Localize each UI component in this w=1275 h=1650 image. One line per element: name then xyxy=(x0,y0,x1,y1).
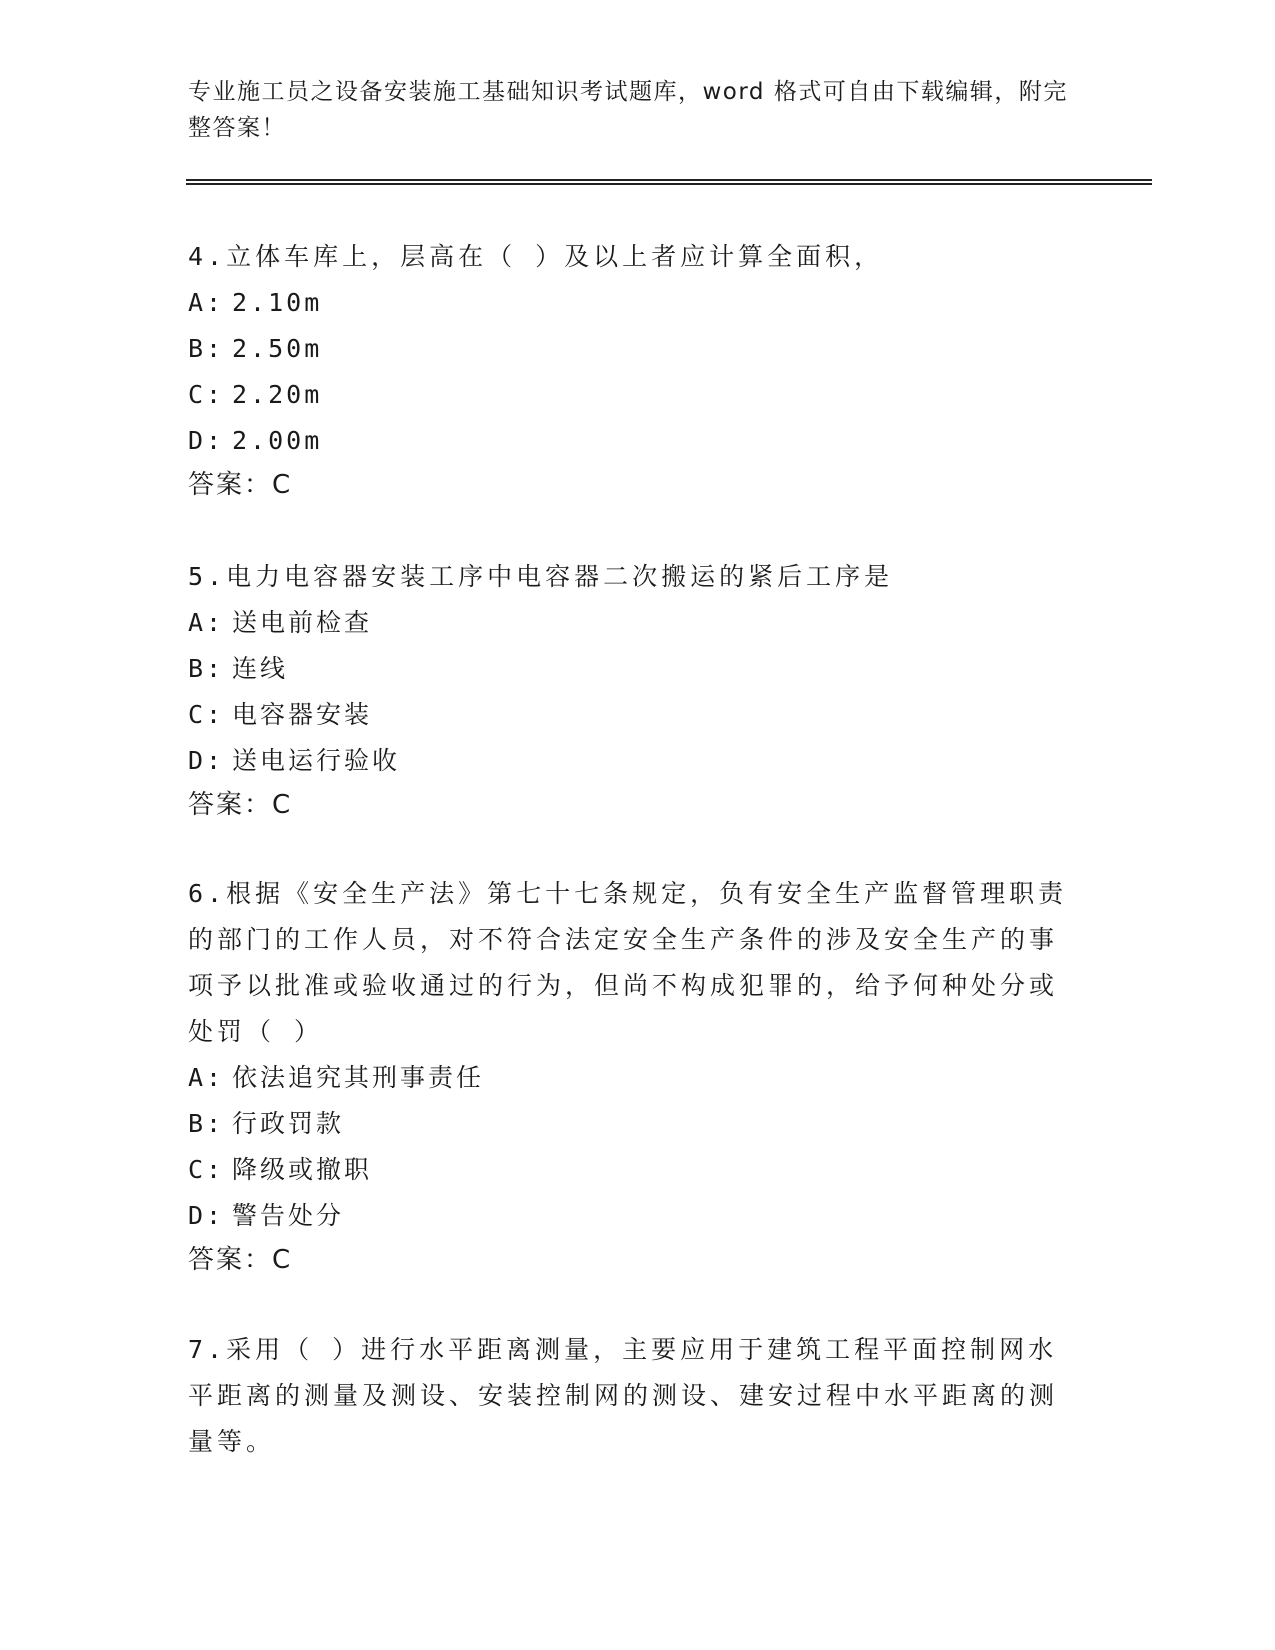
option-text: 2.10m xyxy=(232,288,323,317)
option-text: 降级或撤职 xyxy=(232,1155,373,1184)
option-d xyxy=(188,1193,1068,1239)
question-stem: 4.立体车库上，层高在（ ）及以上者应计算全面积， xyxy=(188,242,884,271)
question-stem: 7.采用（ ）进行水平距离测量，主要应用于建筑工程平面控制网水平距离的测量及测设、安装控制网的测设、建安过程中水平距离的测量等。 xyxy=(188,1335,1059,1456)
option-key: C: xyxy=(188,1155,225,1184)
option-key: A: xyxy=(188,1063,225,1092)
option-text: 连线 xyxy=(232,654,289,683)
option-a xyxy=(188,1055,1068,1101)
option-text: 送电前检查 xyxy=(232,608,373,637)
header-rule-bottom xyxy=(186,183,1152,185)
option-b xyxy=(188,326,1068,372)
option-c xyxy=(188,1147,1068,1193)
question-stem: 6.根据《安全生产法》第七十七条规定，负有安全生产监督管理职责的部门的工作人员，对不符合法定安全生产条件的涉及安全生产的事项予以批准或验收通过的行为，但尚不构成犯罪的，给予何种处分或处罚（ ） xyxy=(188,879,1068,1046)
option-key: C: xyxy=(188,700,225,729)
option-key: B: xyxy=(188,1109,225,1138)
header-rule-top xyxy=(186,179,1152,181)
option-key: D: xyxy=(188,746,225,775)
document-header: 专业施工员之设备安装施工基础知识考试题库，word 格式可自由下载编辑，附完整答案！ xyxy=(188,79,1068,141)
option-a xyxy=(188,600,1068,646)
option-c xyxy=(188,372,1068,418)
option-key: D: xyxy=(188,1201,225,1230)
answer-line: 答案：C xyxy=(188,1245,293,1275)
option-text: 2.50m xyxy=(232,334,323,363)
option-text: 警告处分 xyxy=(232,1201,345,1230)
option-c xyxy=(188,692,1068,738)
option-d xyxy=(188,418,1068,464)
option-key: D: xyxy=(188,426,225,455)
answer-line: 答案：C xyxy=(188,470,293,500)
option-a xyxy=(188,280,1068,326)
option-text: 2.00m xyxy=(232,426,323,455)
option-d xyxy=(188,738,1068,784)
option-key: A: xyxy=(188,288,225,317)
option-key: B: xyxy=(188,654,225,683)
option-key: A: xyxy=(188,608,225,637)
question-stem: 5.电力电容器安装工序中电容器二次搬运的紧后工序是 xyxy=(188,562,894,591)
answer-line: 答案：C xyxy=(188,790,293,820)
option-text: 依法追究其刑事责任 xyxy=(232,1063,485,1092)
option-key: C: xyxy=(188,380,225,409)
question-5 xyxy=(188,554,1068,826)
option-text: 电容器安装 xyxy=(232,700,373,729)
option-text: 送电运行验收 xyxy=(232,746,401,775)
option-b xyxy=(188,646,1068,692)
option-key: B: xyxy=(188,334,225,363)
question-4 xyxy=(188,234,1068,506)
option-text: 2.20m xyxy=(232,380,323,409)
question-7 xyxy=(188,1327,1068,1465)
option-text: 行政罚款 xyxy=(232,1109,345,1138)
option-b xyxy=(188,1101,1068,1147)
question-6 xyxy=(188,871,1068,1281)
